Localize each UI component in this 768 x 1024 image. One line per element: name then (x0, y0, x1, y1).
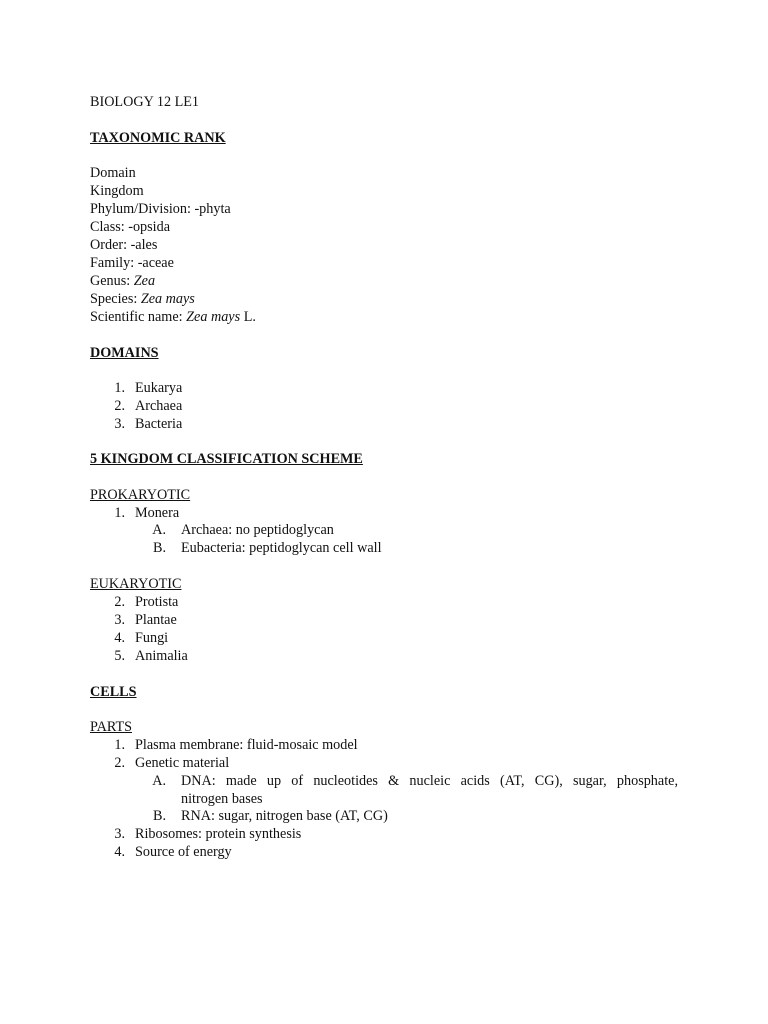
parts-heading: PARTS (90, 719, 132, 735)
rank-phylum: Phylum/Division: -phyta (90, 201, 231, 217)
document-title: BIOLOGY 12 LE1 (90, 94, 200, 110)
rank-family: Family: -aceae (90, 255, 174, 271)
rank-domain: Domain (90, 165, 136, 181)
rank-order: Order: -ales (90, 237, 158, 253)
kingdom-scheme-heading: 5 KINGDOM CLASSIFICATION SCHEME (90, 451, 363, 467)
taxonomic-rank-heading: TAXONOMIC RANK (90, 130, 226, 146)
rank-genus: Genus: Zea (90, 273, 156, 289)
cells-heading: CELLS (90, 684, 137, 700)
eukaryotic-heading: EUKARYOTIC (90, 576, 182, 592)
rank-class: Class: -opsida (90, 219, 170, 235)
rank-species: Species: Zea mays (90, 291, 195, 307)
cell-part-subitem-continuation: nitrogen bases (181, 791, 263, 807)
domains-heading: DOMAINS (90, 345, 159, 361)
prokaryotic-heading: PROKARYOTIC (90, 487, 191, 503)
rank-kingdom: Kingdom (90, 183, 144, 199)
rank-scientific-name: Scientific name: Zea mays L. (90, 309, 256, 325)
